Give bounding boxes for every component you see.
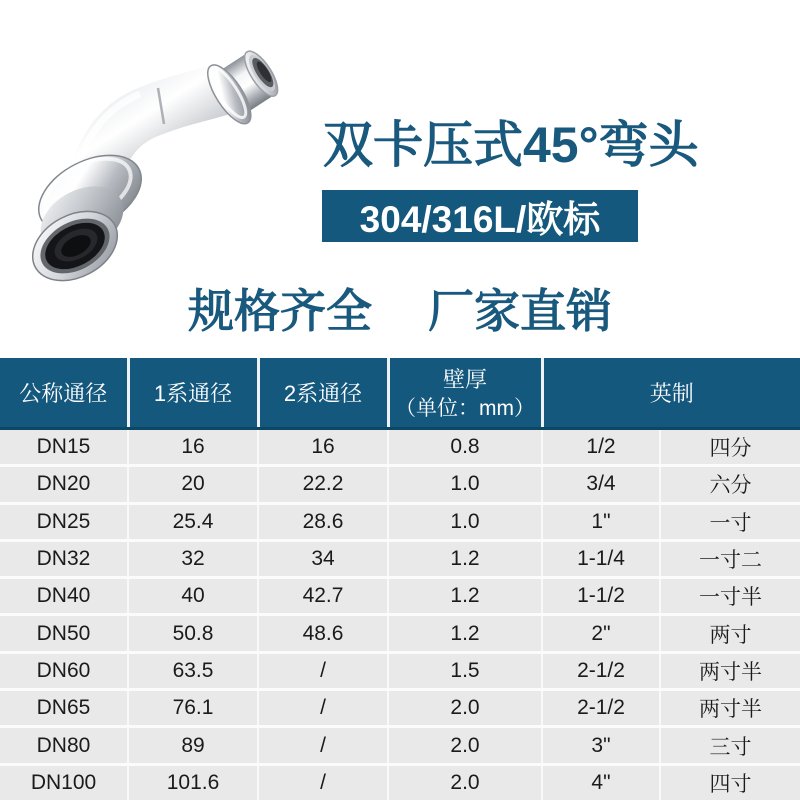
- table-cell: 20: [128, 466, 258, 503]
- material-badge: [322, 190, 638, 242]
- table-cell: 1-1/4: [542, 540, 660, 577]
- table-row: [0, 615, 800, 652]
- table-cell: /: [258, 690, 388, 727]
- table-cell: 2.0: [388, 690, 542, 727]
- product-photo-elbow-fitting: [8, 28, 308, 298]
- table-cell: 1-1/2: [542, 578, 660, 615]
- table-cell: 28.6: [258, 503, 388, 540]
- table-cell: 2-1/2: [542, 652, 660, 689]
- table-cell: /: [258, 727, 388, 764]
- product-title: 双卡压式45°弯头: [323, 117, 699, 173]
- spec-table-header: [0, 358, 800, 429]
- table-cell: 2.0: [388, 727, 542, 764]
- table-cell: 101.6: [128, 764, 258, 800]
- header-wall-thickness: [388, 358, 542, 429]
- table-cell: DN60: [0, 652, 128, 689]
- material-badge-label: 304/316L/欧标: [359, 199, 601, 240]
- table-row: [0, 540, 800, 577]
- table-cell: 76.1: [128, 690, 258, 727]
- table-cell: 50.8: [128, 615, 258, 652]
- table-cell: 两寸半: [660, 652, 800, 689]
- table-cell: 63.5: [128, 652, 258, 689]
- header-imperial: 英制: [542, 358, 800, 429]
- table-cell: 40: [128, 578, 258, 615]
- table-cell: 一寸: [660, 503, 800, 540]
- table-cell: 1/2: [542, 429, 660, 466]
- table-row: [0, 578, 800, 615]
- slogan-left: 规格齐全: [188, 285, 372, 337]
- table-cell: 三寸: [660, 727, 800, 764]
- table-cell: 89: [128, 727, 258, 764]
- table-row: [0, 727, 800, 764]
- table-cell: DN25: [0, 503, 128, 540]
- table-cell: 2": [542, 615, 660, 652]
- table-cell: 48.6: [258, 615, 388, 652]
- table-cell: 3/4: [542, 466, 660, 503]
- table-row: [0, 764, 800, 800]
- spec-table-body: [0, 429, 800, 800]
- table-cell: DN20: [0, 466, 128, 503]
- slogan-right: 厂家直销: [428, 285, 612, 337]
- table-row: [0, 652, 800, 689]
- table-cell: DN100: [0, 764, 128, 800]
- spec-table: [0, 358, 800, 800]
- table-cell: 1.2: [388, 540, 542, 577]
- table-cell: 一寸半: [660, 578, 800, 615]
- header-series1-diameter: 1系通径: [128, 358, 258, 429]
- table-cell: DN50: [0, 615, 128, 652]
- table-cell: 1.0: [388, 466, 542, 503]
- table-cell: /: [258, 652, 388, 689]
- header-nominal-diameter: 公称通径: [0, 358, 128, 429]
- table-cell: 1.0: [388, 503, 542, 540]
- table-cell: 25.4: [128, 503, 258, 540]
- table-cell: 一寸二: [660, 540, 800, 577]
- table-cell: 16: [128, 429, 258, 466]
- table-cell: 2-1/2: [542, 690, 660, 727]
- table-row: [0, 503, 800, 540]
- table-cell: DN80: [0, 727, 128, 764]
- table-cell: 16: [258, 429, 388, 466]
- table-cell: 四分: [660, 429, 800, 466]
- header-series2-diameter: 2系通径: [258, 358, 388, 429]
- table-cell: 1.5: [388, 652, 542, 689]
- table-cell: 四寸: [660, 764, 800, 800]
- table-cell: 1": [542, 503, 660, 540]
- table-cell: 2.0: [388, 764, 542, 800]
- table-cell: 22.2: [258, 466, 388, 503]
- table-cell: 两寸: [660, 615, 800, 652]
- table-cell: 3": [542, 727, 660, 764]
- wall-thickness-label: 壁厚: [442, 366, 487, 392]
- slogan: [0, 282, 800, 337]
- table-cell: 0.8: [388, 429, 542, 466]
- table-cell: DN65: [0, 690, 128, 727]
- table-cell: DN32: [0, 540, 128, 577]
- table-row: [0, 466, 800, 503]
- table-cell: 1.2: [388, 578, 542, 615]
- table-cell: 42.7: [258, 578, 388, 615]
- table-cell: 六分: [660, 466, 800, 503]
- table-row: [0, 429, 800, 466]
- table-cell: 两寸半: [660, 690, 800, 727]
- wall-thickness-unit: （单位：mm）: [395, 396, 535, 420]
- table-cell: DN15: [0, 429, 128, 466]
- table-cell: DN40: [0, 578, 128, 615]
- table-cell: 32: [128, 540, 258, 577]
- table-cell: 1.2: [388, 615, 542, 652]
- table-cell: 34: [258, 540, 388, 577]
- header-row: [0, 358, 800, 429]
- table-cell: 4": [542, 764, 660, 800]
- table-row: [0, 690, 800, 727]
- table-cell: /: [258, 764, 388, 800]
